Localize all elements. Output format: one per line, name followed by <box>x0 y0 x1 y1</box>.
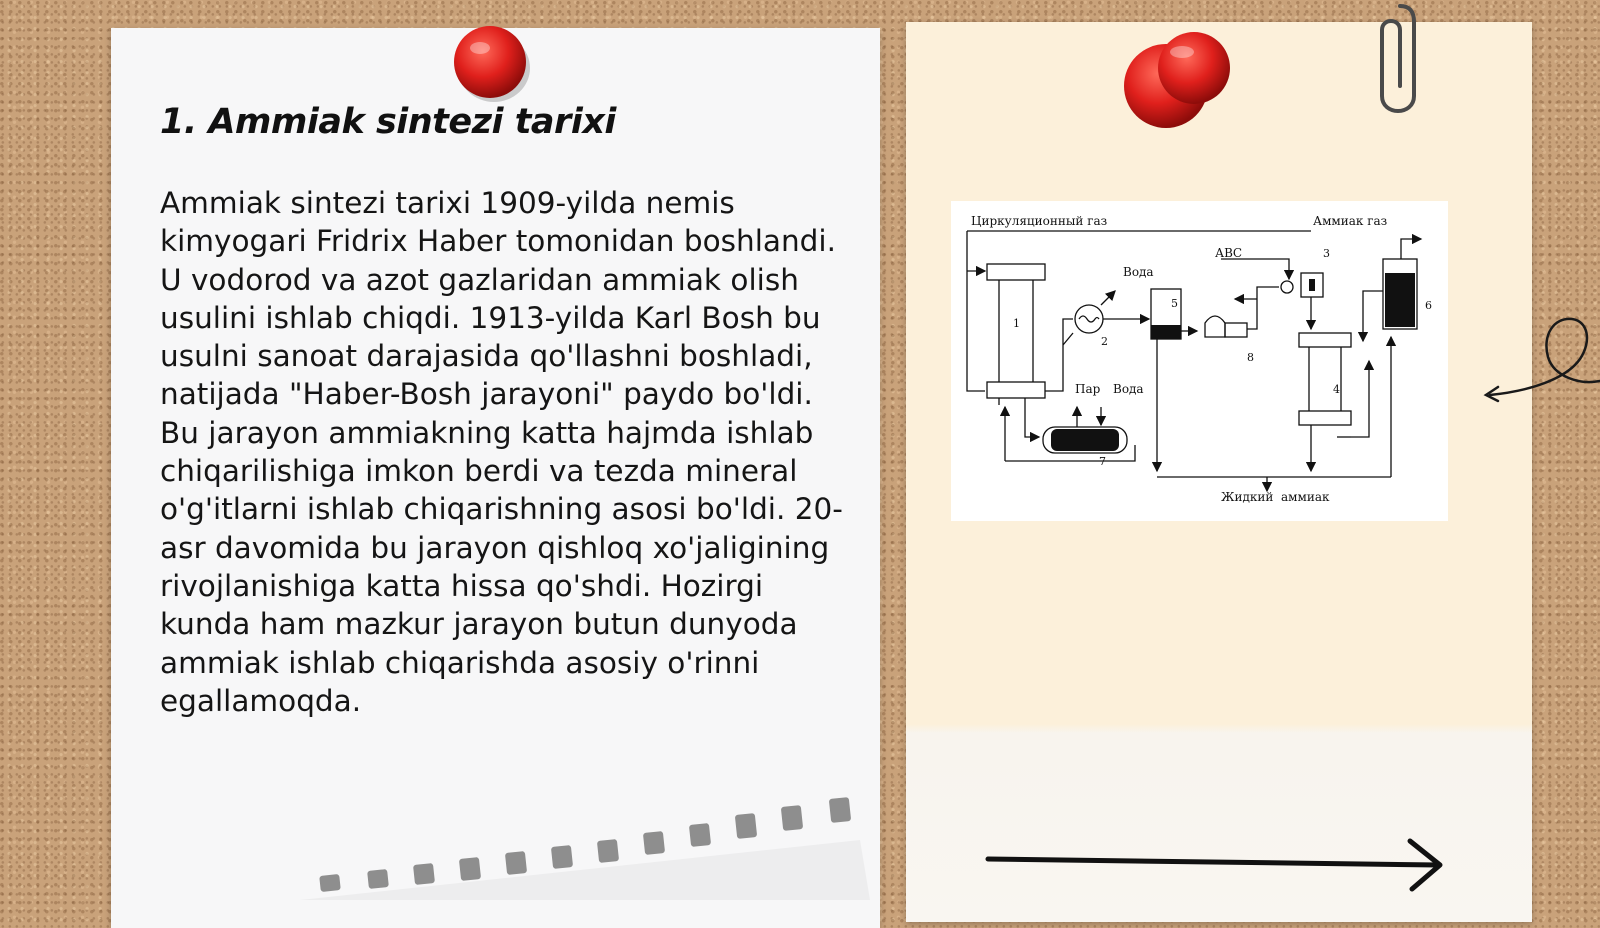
slide-title: 1. Ammiak sintezi tarixi <box>160 102 616 142</box>
label-liquid: Жидкий <box>1221 490 1274 504</box>
label-ammonia-gas: Аммиак газ <box>1313 214 1388 228</box>
torn-paper-holes <box>300 790 880 900</box>
unit-number-4: 4 <box>1333 383 1340 396</box>
unit-number-8: 8 <box>1247 351 1254 364</box>
pushpin-icon <box>1122 30 1242 134</box>
unit-number-3: 3 <box>1323 247 1330 260</box>
label-steam: Пар <box>1075 382 1101 396</box>
unit-number-2: 2 <box>1101 335 1108 348</box>
unit-number-1: 1 <box>1013 317 1020 330</box>
unit-number-5: 5 <box>1171 297 1178 310</box>
doodle-arrow-icon <box>1470 305 1600 415</box>
unit-number-6: 6 <box>1425 299 1432 312</box>
label-water-bottom: Вода <box>1113 382 1144 396</box>
label-circulation-gas: Циркуляционный газ <box>971 214 1108 228</box>
label-abc: АВС <box>1215 246 1243 260</box>
paperclip-icon <box>1370 0 1420 125</box>
arrow-right-icon <box>980 835 1450 895</box>
label-water-top: Вода <box>1123 265 1154 279</box>
unit-number-7: 7 <box>1099 455 1106 468</box>
pushpin-icon <box>450 20 534 104</box>
label-ammonia: аммиак <box>1281 490 1330 504</box>
body-text: Ammiak sintezi tarixi 1909-yilda nemis kimyogari Fridrix Haber tomonidan boshlandi. U vodorod va azot gazlaridan ammiak olish usulini ishlab chiqdi. 1913-yilda Karl Bosh bu usulni sanoat darajasida qo'llashni boshladi, natijada "Haber-Bosh jarayoni" paydo bo'ldi. Bu jarayon ammiakning katta hajmda ishlab chiqarilishiga imkon berdi va tezda mineral o'g'itlarni ishlab chiqarishning asosi bo'ldi. 20-asr davomida bu jarayon qishloq xo'jaligining rivojlanishiga katta hissa qo'shdi. Hozirgi kunda ham mazkur jarayon butun dunyoda ammiak ishlab chiqarishda asosiy o'rinni egallamoqda. <box>160 186 843 718</box>
haber-bosch-process-diagram <box>951 201 1448 521</box>
